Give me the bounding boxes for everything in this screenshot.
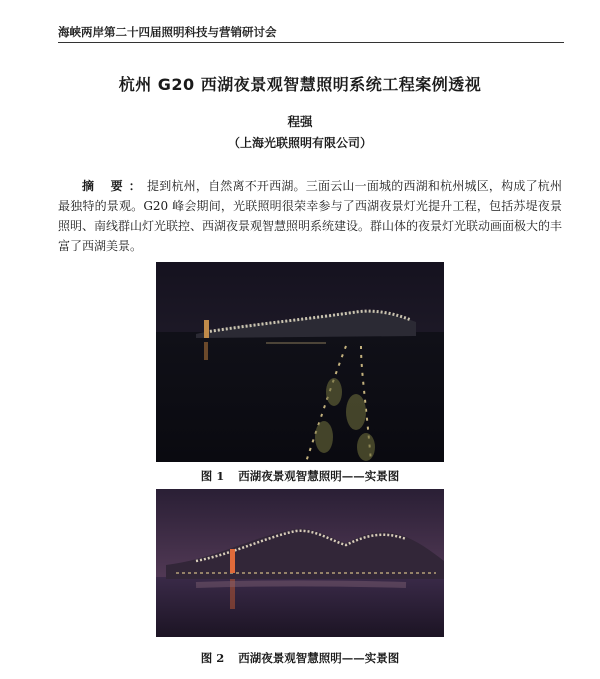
figure-1-number: 图 1 — [200, 469, 225, 483]
figure-1-caption — [0, 468, 600, 484]
abstract — [58, 176, 562, 256]
figure-2-photo — [156, 489, 444, 637]
abstract-text: 提到杭州，自然离不开西湖。三面云山一面城的西湖和杭州城区，构成了杭州最独特的景观。G20 峰会期间，光联照明很荣幸参与了西湖夜景灯光提升工程，包括苏堤夜景照明、南线群山灯光联控、西湖夜景观智慧照明系统建设。群山体的夜景灯光联动画面极大的丰富了西湖美景。 — [58, 179, 563, 253]
figure-1-text: 西湖夜景观智慧照明——实景图 — [238, 469, 400, 483]
author-name: 程强 — [287, 114, 313, 129]
running-header: 海峡两岸第二十四届照明科技与营销研讨会 — [58, 25, 277, 39]
figure-2-caption — [0, 650, 600, 666]
figure-1-photo — [156, 262, 444, 462]
figure-2-number: 图 2 — [200, 651, 225, 665]
author-affiliation: （上海光联照明有限公司） — [227, 136, 372, 150]
header-rule — [58, 42, 564, 43]
abstract-label: 摘 要： — [82, 179, 148, 193]
paper-title: 杭州 G20 西湖夜景观智慧照明系统工程案例透视 — [118, 75, 482, 94]
figure-2-text: 西湖夜景观智慧照明——实景图 — [238, 651, 400, 665]
